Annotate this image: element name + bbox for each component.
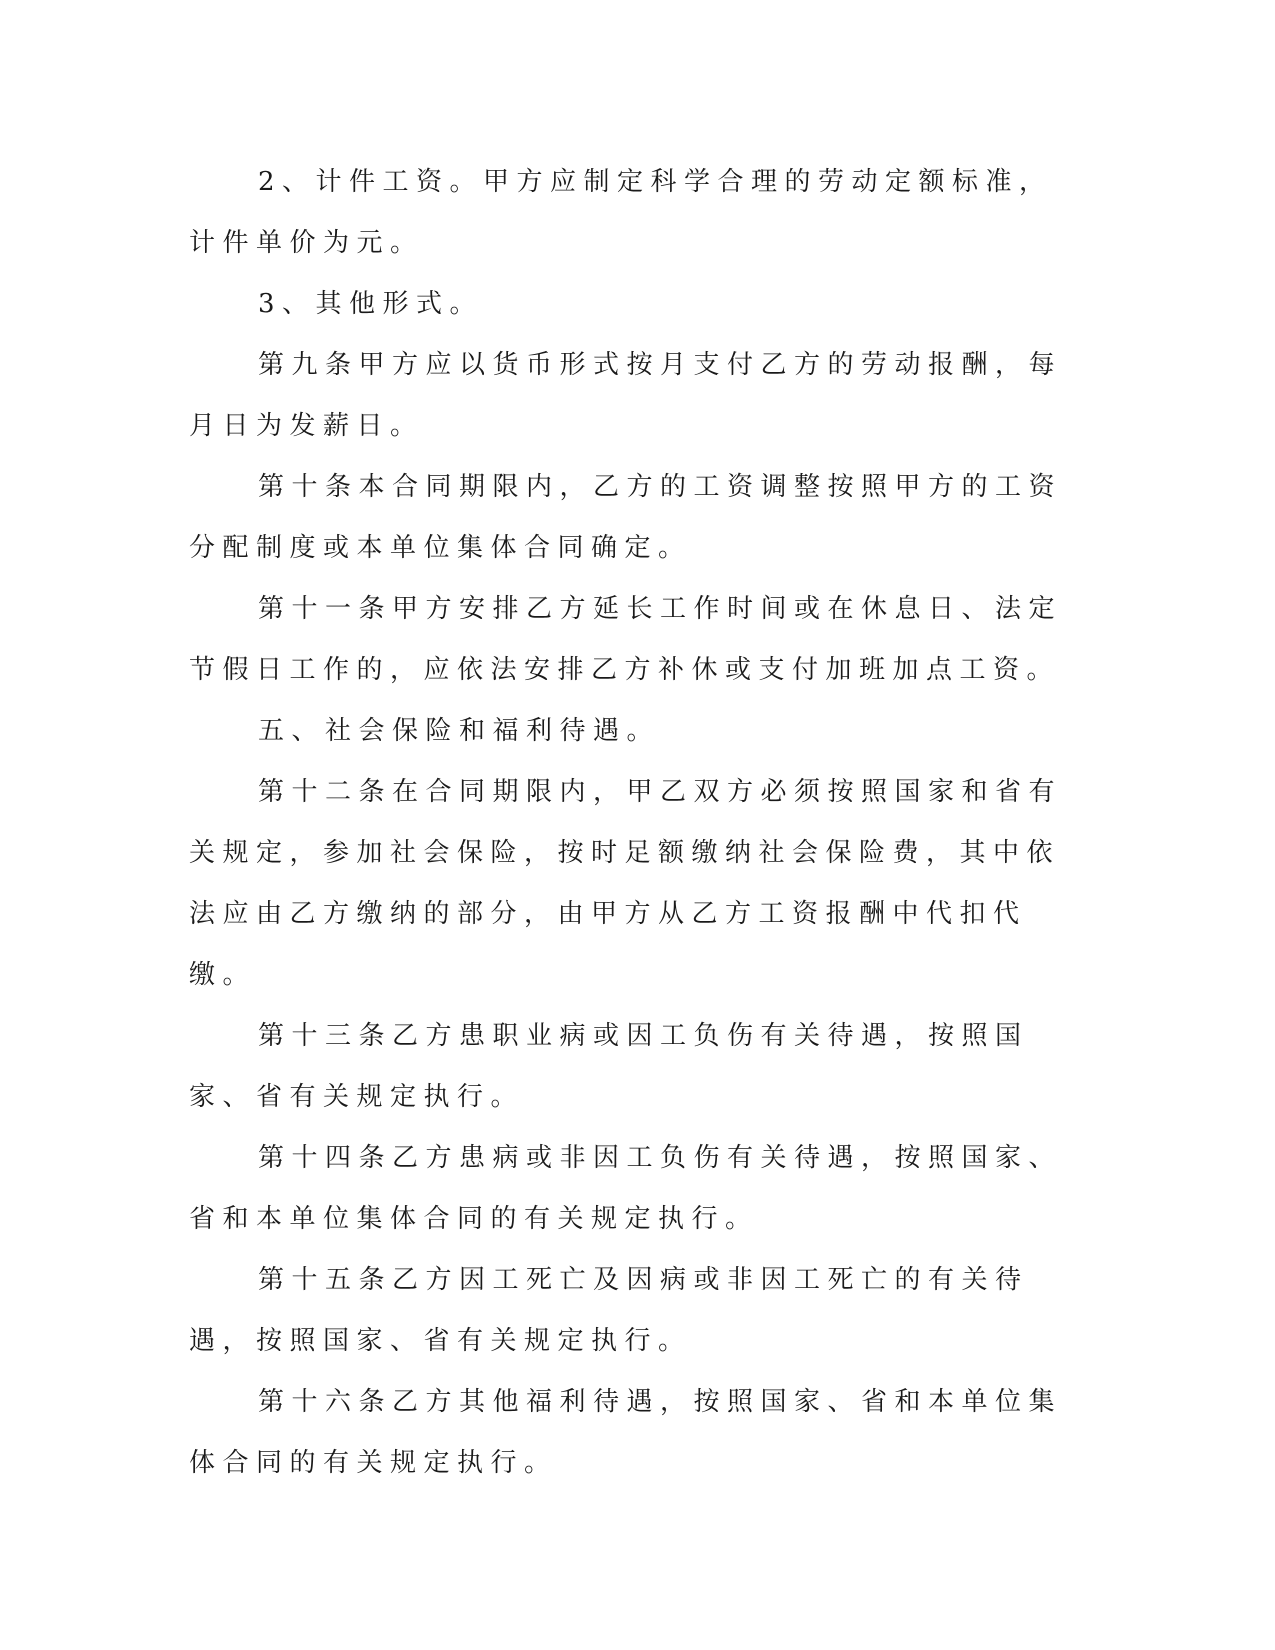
paragraph-article-12: 第十二条在合同期限内，甲乙双方必须按照国家和省有关规定，参加社会保险，按时足额缴纳社会保险费，其中依法应由乙方缴纳的部分，由甲方从乙方工资报酬中代扣代缴。 bbox=[189, 777, 1063, 990]
paragraph-article-13: 第十三条乙方患职业病或因工负伤有关待遇，按照国家、省有关规定执行。 bbox=[189, 1021, 1029, 1112]
paragraph-article-10: 第十条本合同期限内，乙方的工资调整按照甲方的工资分配制度或本单位集体合同确定。 bbox=[189, 472, 1063, 563]
paragraph-other-forms: 3、其他形式。 bbox=[258, 289, 484, 319]
section-heading-social-insurance: 五、社会保险和福利待遇。 bbox=[258, 716, 661, 746]
paragraph-article-9: 第九条甲方应以货币形式按月支付乙方的劳动报酬，每月日为发薪日。 bbox=[189, 350, 1063, 441]
paragraph-article-14: 第十四条乙方患病或非因工负伤有关待遇，按照国家、省和本单位集体合同的有关规定执行。 bbox=[189, 1143, 1063, 1234]
paragraph-article-15: 第十五条乙方因工死亡及因病或非因工死亡的有关待遇，按照国家、省有关规定执行。 bbox=[189, 1265, 1029, 1356]
paragraph-article-11: 第十一条甲方安排乙方延长工作时间或在休息日、法定节假日工作的，应依法安排乙方补休或支付加班加点工资。 bbox=[189, 594, 1063, 685]
paragraph-piece-rate-wage: 2、计件工资。甲方应制定科学合理的劳动定额标准，计件单价为元。 bbox=[189, 167, 1053, 258]
document-body bbox=[189, 152, 1084, 1494]
paragraph-article-16: 第十六条乙方其他福利待遇，按照国家、省和本单位集体合同的有关规定执行。 bbox=[189, 1387, 1063, 1478]
